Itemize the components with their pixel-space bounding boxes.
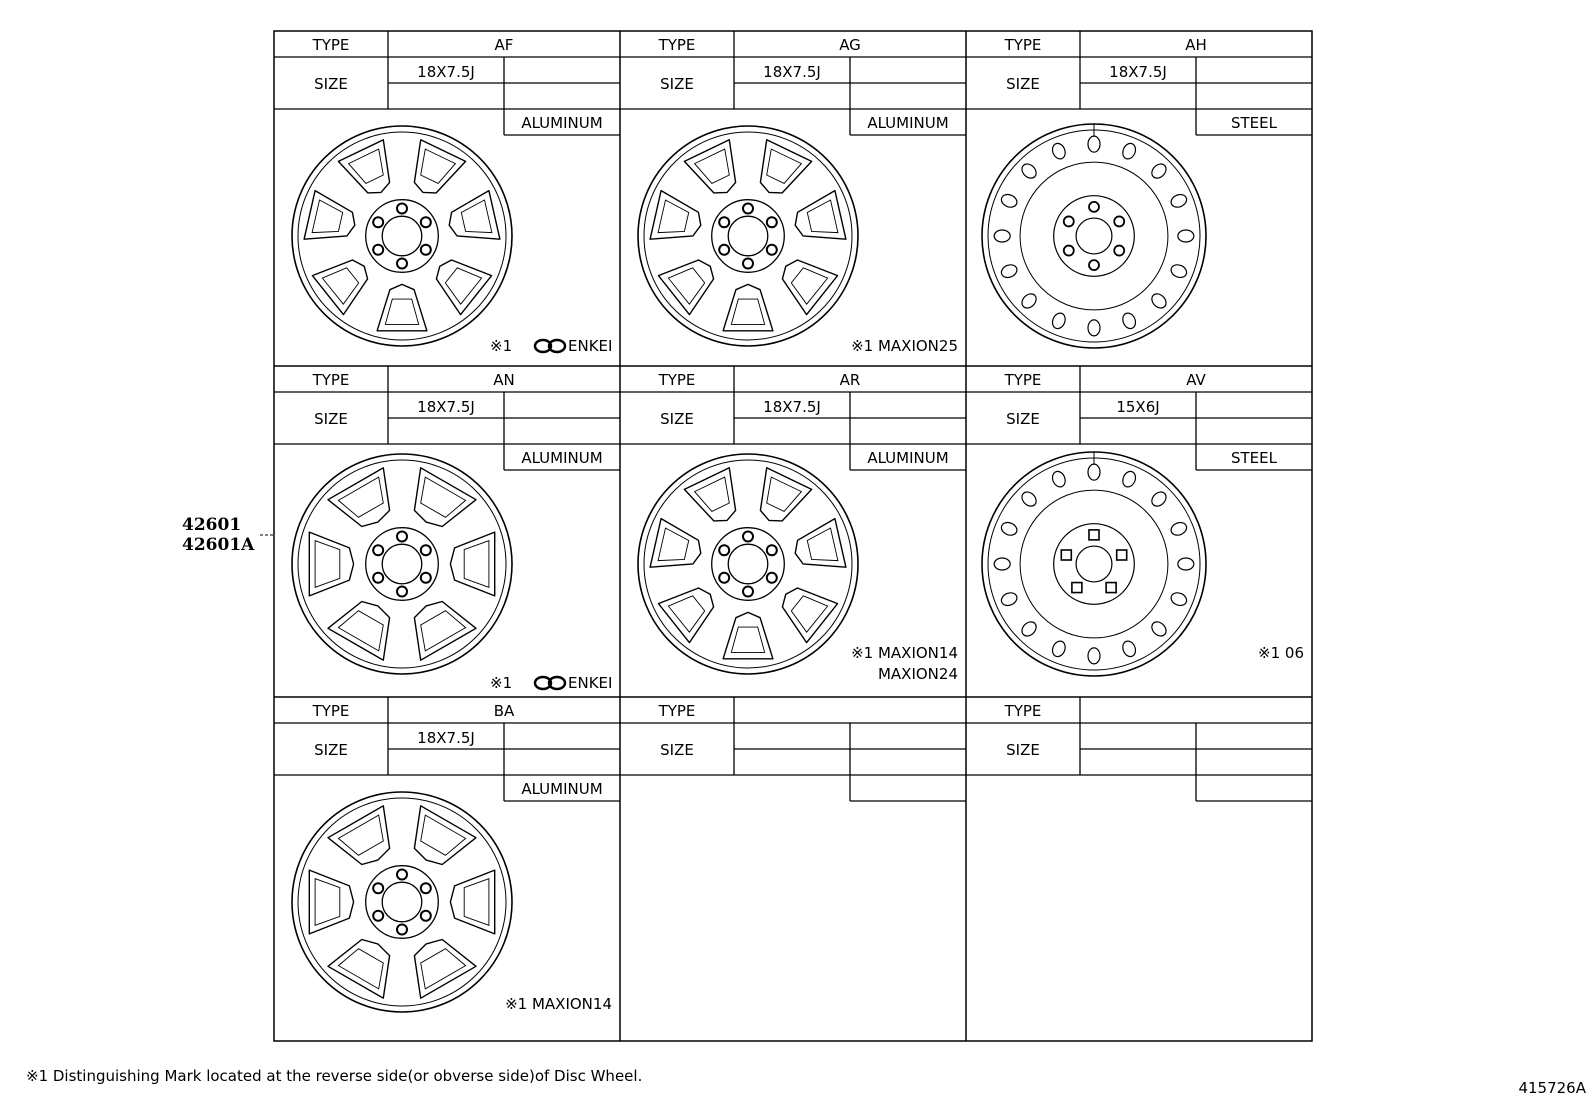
lug-hole bbox=[397, 870, 407, 880]
type-label: TYPE bbox=[312, 36, 350, 54]
vent-hole bbox=[1019, 161, 1039, 181]
vent-hole bbox=[1050, 469, 1067, 488]
lug-hole bbox=[373, 573, 383, 583]
wheel-window bbox=[414, 602, 476, 661]
wheel-cell-ah bbox=[966, 31, 1312, 348]
lug-hole bbox=[373, 883, 383, 893]
wheel-cell-ba bbox=[274, 697, 620, 1013]
size-label: SIZE bbox=[314, 741, 348, 759]
wheel-rim-inner bbox=[644, 132, 852, 340]
material-label: ALUMINUM bbox=[867, 449, 949, 467]
lug-hole bbox=[421, 573, 431, 583]
vent-hole bbox=[999, 591, 1018, 608]
vent-hole bbox=[1149, 161, 1169, 181]
wheel-window-inner bbox=[791, 596, 827, 632]
vent-hole bbox=[1019, 619, 1039, 639]
vent-hole bbox=[1088, 320, 1100, 336]
size-label: SIZE bbox=[1006, 741, 1040, 759]
illustration-id: 415726A bbox=[1518, 1079, 1586, 1097]
wheel-window-inner bbox=[338, 949, 383, 989]
lug-hole bbox=[373, 911, 383, 921]
material-label: STEEL bbox=[1231, 114, 1277, 132]
lug-hole bbox=[743, 532, 753, 542]
vent-hole bbox=[1169, 263, 1188, 280]
lug-hole bbox=[1072, 583, 1082, 593]
wheel-window-inner bbox=[338, 815, 383, 855]
size-label: SIZE bbox=[314, 410, 348, 428]
wheel-window-inner bbox=[421, 949, 466, 989]
lug-hole bbox=[1114, 246, 1124, 256]
wheel-window bbox=[377, 284, 427, 330]
wheel-center-bore bbox=[728, 216, 768, 256]
wheel-window-inner bbox=[464, 541, 489, 588]
lug-hole bbox=[767, 545, 777, 555]
wheel-cell-av bbox=[966, 366, 1312, 676]
material-label: ALUMINUM bbox=[521, 449, 603, 467]
lug-hole bbox=[421, 545, 431, 555]
wheel-center-bore bbox=[1076, 218, 1112, 254]
type-value: AH bbox=[1185, 36, 1207, 54]
wheel-window-inner bbox=[385, 299, 418, 324]
lug-hole bbox=[373, 545, 383, 555]
vent-hole bbox=[1149, 619, 1169, 639]
type-label: TYPE bbox=[658, 36, 696, 54]
size-value: 18X7.5J bbox=[417, 398, 475, 416]
type-value: AG bbox=[839, 36, 861, 54]
vent-hole bbox=[1050, 141, 1067, 160]
vent-hole bbox=[999, 192, 1018, 209]
vent-hole bbox=[1050, 639, 1067, 658]
wheel-window-inner bbox=[658, 528, 689, 561]
vent-hole bbox=[1121, 311, 1138, 330]
lug-hole bbox=[421, 245, 431, 255]
type-label: TYPE bbox=[312, 702, 350, 720]
wheel-cell-ar bbox=[620, 366, 966, 683]
vent-hole bbox=[999, 263, 1018, 280]
vent-hole bbox=[1088, 648, 1100, 664]
size-value: 15X6J bbox=[1116, 398, 1160, 416]
vent-hole bbox=[1169, 520, 1188, 537]
lug-hole bbox=[421, 911, 431, 921]
lug-hole bbox=[397, 532, 407, 542]
lug-hole bbox=[743, 259, 753, 269]
wheel-window-inner bbox=[312, 200, 343, 233]
lug-hole bbox=[421, 883, 431, 893]
vent-hole bbox=[1088, 136, 1100, 152]
vent-hole bbox=[994, 230, 1010, 242]
lug-hole bbox=[397, 204, 407, 214]
wheel-window-inner bbox=[322, 268, 358, 304]
wheel-window bbox=[782, 260, 837, 315]
lug-hole bbox=[719, 217, 729, 227]
wheel-hub bbox=[366, 200, 439, 273]
lug-hole bbox=[767, 217, 777, 227]
wheel-window bbox=[450, 532, 494, 596]
type-label: TYPE bbox=[1004, 36, 1042, 54]
wheel-rim-outer bbox=[292, 792, 512, 1012]
wheel-hub bbox=[366, 528, 439, 601]
mark-brand: ENKEI bbox=[568, 337, 613, 355]
wheel-window bbox=[658, 260, 713, 315]
mark-note: ※1 bbox=[490, 337, 513, 355]
size-label: SIZE bbox=[660, 741, 694, 759]
size-label: SIZE bbox=[660, 75, 694, 93]
material-label: STEEL bbox=[1231, 449, 1277, 467]
wheel-rim-outer bbox=[638, 454, 858, 674]
wheel-window bbox=[328, 806, 390, 865]
wheel-window-inner bbox=[461, 200, 492, 233]
size-label: SIZE bbox=[1006, 410, 1040, 428]
lug-hole bbox=[743, 204, 753, 214]
type-label: TYPE bbox=[658, 371, 696, 389]
wheel-window bbox=[328, 940, 390, 999]
wheel-window bbox=[414, 806, 476, 865]
wheel-hub bbox=[1054, 196, 1135, 277]
wheel-disc-ring bbox=[1020, 162, 1168, 310]
wheel-center-bore bbox=[728, 544, 768, 584]
size-value: 18X7.5J bbox=[417, 729, 475, 747]
wheel-window-inner bbox=[731, 627, 764, 652]
size-label: SIZE bbox=[660, 410, 694, 428]
wheel-center-bore bbox=[382, 882, 422, 922]
lug-hole bbox=[767, 245, 777, 255]
wheel-window bbox=[414, 940, 476, 999]
wheel-window-inner bbox=[658, 200, 689, 233]
wheel-window-inner bbox=[668, 268, 704, 304]
wheel-window bbox=[328, 602, 390, 661]
vent-hole bbox=[1019, 489, 1039, 509]
wheel-center-bore bbox=[382, 544, 422, 584]
wheel-window bbox=[723, 612, 773, 658]
lug-hole bbox=[1114, 216, 1124, 226]
wheel-window-inner bbox=[421, 477, 466, 517]
lug-hole bbox=[1061, 550, 1071, 560]
wheel-window bbox=[328, 468, 390, 527]
mark-note: ※1 bbox=[490, 674, 513, 692]
material-label: ALUMINUM bbox=[867, 114, 949, 132]
mark-note: MAXION24 bbox=[877, 665, 958, 683]
wheel-window bbox=[309, 532, 353, 596]
type-label: TYPE bbox=[658, 702, 696, 720]
type-value: AF bbox=[494, 36, 514, 54]
lug-hole bbox=[719, 545, 729, 555]
mark-note: ※1 06 bbox=[1258, 644, 1304, 662]
vent-hole bbox=[1088, 464, 1100, 480]
wheel-window-inner bbox=[338, 477, 383, 517]
size-value: 18X7.5J bbox=[763, 63, 821, 81]
wheel-hub bbox=[1054, 524, 1135, 605]
lug-hole bbox=[1117, 550, 1127, 560]
lug-hole bbox=[767, 573, 777, 583]
type-label: TYPE bbox=[1004, 702, 1042, 720]
wheel-cell-an bbox=[274, 366, 620, 692]
wheel-cell-empty-7 bbox=[620, 697, 966, 801]
wheel-rim-outer bbox=[982, 124, 1206, 348]
wheel-window-inner bbox=[731, 299, 764, 324]
wheel-cells bbox=[274, 31, 1312, 1013]
wheel-hub bbox=[366, 866, 439, 939]
size-value: 18X7.5J bbox=[417, 63, 475, 81]
wheel-center-bore bbox=[1076, 546, 1112, 582]
vent-hole bbox=[1050, 311, 1067, 330]
type-label: TYPE bbox=[312, 371, 350, 389]
wheel-window-inner bbox=[315, 541, 340, 588]
size-label: SIZE bbox=[1006, 75, 1040, 93]
wheel-rim-outer bbox=[292, 454, 512, 674]
lug-hole bbox=[719, 245, 729, 255]
wheel-rim-outer bbox=[638, 126, 858, 346]
lug-hole bbox=[397, 925, 407, 935]
wheel-window bbox=[436, 260, 491, 315]
lug-hole bbox=[421, 217, 431, 227]
wheel-disc-ring bbox=[1020, 490, 1168, 638]
lug-hole bbox=[1106, 583, 1116, 593]
type-value: AV bbox=[1186, 371, 1206, 389]
lug-hole bbox=[1089, 260, 1099, 270]
footnote: ※1 Distinguishing Mark located at the reverse side(or obverse side)of Disc Wheel. bbox=[26, 1067, 643, 1085]
mark-brand: ENKEI bbox=[568, 674, 613, 692]
wheel-window-inner bbox=[668, 596, 704, 632]
vent-hole bbox=[1019, 291, 1039, 311]
wheel-cell-empty-8 bbox=[966, 697, 1312, 801]
wheel-cell-af bbox=[274, 31, 620, 355]
wheel-hub bbox=[712, 528, 785, 601]
wheel-rim-inner bbox=[644, 460, 852, 668]
wheel-window bbox=[450, 870, 494, 934]
wheel-window bbox=[414, 468, 476, 527]
wheel-window-inner bbox=[445, 268, 481, 304]
wheel-hub bbox=[712, 200, 785, 273]
lug-hole bbox=[373, 245, 383, 255]
lug-hole bbox=[397, 259, 407, 269]
type-label: TYPE bbox=[1004, 371, 1042, 389]
wheel-window bbox=[723, 284, 773, 330]
lug-hole bbox=[743, 587, 753, 597]
lug-hole bbox=[1064, 216, 1074, 226]
lug-hole bbox=[719, 573, 729, 583]
vent-hole bbox=[1169, 192, 1188, 209]
vent-hole bbox=[1149, 489, 1169, 509]
wheel-center-bore bbox=[382, 216, 422, 256]
lug-hole bbox=[397, 587, 407, 597]
wheel-window-inner bbox=[421, 815, 466, 855]
mark-note: ※1 MAXION14 bbox=[851, 644, 958, 662]
type-value: BA bbox=[493, 702, 515, 720]
part-number-primary: 42601 bbox=[182, 515, 242, 535]
lug-hole bbox=[1064, 246, 1074, 256]
lug-hole bbox=[1089, 202, 1099, 212]
wheel-window-inner bbox=[338, 611, 383, 651]
vent-hole bbox=[994, 558, 1010, 570]
wheel-rim-outer bbox=[292, 126, 512, 346]
wheel-rim-outer bbox=[982, 452, 1206, 676]
wheel-window-inner bbox=[807, 200, 838, 233]
vent-hole bbox=[1169, 591, 1188, 608]
wheel-cell-ag bbox=[620, 31, 966, 355]
wheel-window bbox=[782, 588, 837, 643]
type-value: AR bbox=[839, 371, 861, 389]
vent-hole bbox=[1121, 639, 1138, 658]
size-label: SIZE bbox=[314, 75, 348, 93]
type-value: AN bbox=[493, 371, 515, 389]
vent-hole bbox=[1121, 141, 1138, 160]
vent-hole bbox=[1178, 230, 1194, 242]
wheel-window-inner bbox=[791, 268, 827, 304]
wheel-window-inner bbox=[315, 879, 340, 926]
wheel-window bbox=[312, 260, 367, 315]
wheel-rim-inner bbox=[298, 798, 506, 1006]
mark-note: ※1 MAXION14 bbox=[505, 995, 612, 1013]
part-number-alternate: 42601A bbox=[182, 535, 255, 555]
wheel-window-inner bbox=[421, 611, 466, 651]
vent-hole bbox=[999, 520, 1018, 537]
wheel-window bbox=[658, 588, 713, 643]
mark-note: ※1 MAXION25 bbox=[851, 337, 958, 355]
material-label: ALUMINUM bbox=[521, 780, 603, 798]
lug-hole bbox=[373, 217, 383, 227]
size-value: 18X7.5J bbox=[1109, 63, 1167, 81]
wheel-rim-inner bbox=[298, 460, 506, 668]
vent-hole bbox=[1178, 558, 1194, 570]
wheel-rim-inner bbox=[298, 132, 506, 340]
size-value: 18X7.5J bbox=[763, 398, 821, 416]
vent-hole bbox=[1149, 291, 1169, 311]
material-label: ALUMINUM bbox=[521, 114, 603, 132]
wheel-window bbox=[309, 870, 353, 934]
lug-hole bbox=[1089, 530, 1099, 540]
wheel-window-inner bbox=[464, 879, 489, 926]
vent-hole bbox=[1121, 469, 1138, 488]
wheel-window-inner bbox=[807, 528, 838, 561]
